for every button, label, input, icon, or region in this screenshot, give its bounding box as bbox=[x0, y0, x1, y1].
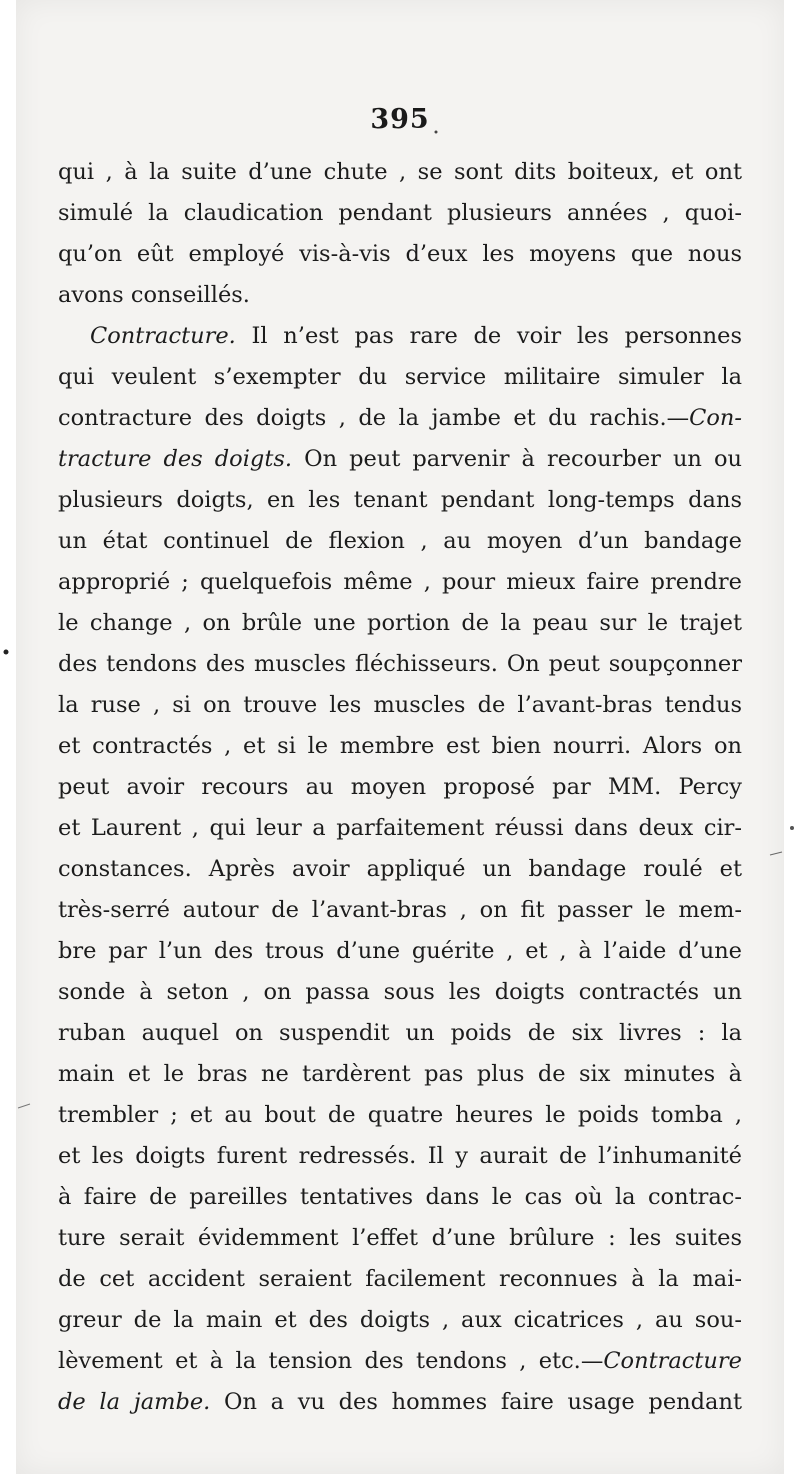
text-line: et contractés , et si le membre est bien nourri. Alors on bbox=[58, 733, 742, 759]
text-line: à faire de pareilles tentatives dans le cas où la contrac- bbox=[58, 1184, 742, 1210]
text-line: sonde à seton , on passa sous les doigts contractés un bbox=[58, 979, 742, 1005]
italic-term: tracture des doigts. bbox=[58, 446, 293, 472]
text-line: constances. Après avoir appliqué un bandage roulé et bbox=[58, 856, 742, 882]
text-line: le change , on brûle une portion de la peau sur le trajet bbox=[58, 610, 742, 636]
text-line bbox=[58, 1382, 742, 1423]
text-line bbox=[58, 439, 742, 480]
text-line: ture serait évidemment l’effet d’une brûlure : les suites bbox=[58, 1225, 742, 1251]
text-span: Il n’est pas rare de voir les personnes bbox=[235, 323, 742, 349]
text-line: main et le bras ne tardèrent pas plus de six minutes à bbox=[58, 1061, 742, 1087]
text-line bbox=[58, 1341, 742, 1382]
text-line: la ruse , si on trouve les muscles de l’avant-bras tendus bbox=[58, 692, 742, 718]
italic-term: Contracture bbox=[603, 1348, 742, 1374]
text-line: et les doigts furent redressés. Il y aurait de l’inhumanité bbox=[58, 1143, 742, 1169]
text-line bbox=[58, 398, 742, 439]
text-line: qui veulent s’exempter du service militaire simuler la bbox=[58, 364, 742, 390]
italic-term: Contracture. bbox=[90, 323, 236, 349]
italic-term: Con- bbox=[689, 405, 742, 431]
text-line: approprié ; quelquefois même , pour mieux faire prendre bbox=[58, 569, 742, 595]
text-line: simulé la claudication pendant plusieurs années , quoi- bbox=[58, 200, 742, 226]
text-line: bre par l’un des trous d’une guérite , et , à l’aide d’une bbox=[58, 938, 742, 964]
text-span: contracture des doigts , de la jambe et du rachis.— bbox=[58, 405, 690, 431]
text-line: avons conseillés. bbox=[58, 282, 250, 308]
text-line bbox=[58, 316, 742, 357]
text-line: qui , à la suite d’une chute , se sont dits boiteux, et ont bbox=[58, 159, 742, 185]
text-line: ruban auquel on suspendit un poids de six livres : la bbox=[58, 1020, 742, 1046]
page-margin bbox=[784, 0, 800, 1474]
text-line: un état continuel de flexion , au moyen d’un bandage bbox=[58, 528, 742, 554]
italic-term: de la jambe. bbox=[58, 1389, 211, 1415]
text-line: qu’on eût employé vis-à-vis d’eux les moyens que nous bbox=[58, 241, 742, 267]
text-line: greur de la main et des doigts , aux cicatrices , au sou- bbox=[58, 1307, 742, 1333]
text-span: On peut parvenir à recourber un ou bbox=[292, 446, 742, 472]
text-line: peut avoir recours au moyen proposé par MM. Percy bbox=[58, 774, 742, 800]
text-line: des tendons des muscles fléchisseurs. On peut soupçonner bbox=[58, 651, 742, 677]
page-number: 395 bbox=[370, 104, 430, 135]
text-span: On a vu des hommes faire usage pendant bbox=[210, 1389, 742, 1415]
text-line: trembler ; et au bout de quatre heures le poids tomba , bbox=[58, 1102, 742, 1128]
text-line: de cet accident seraient facilement reconnues à la mai- bbox=[58, 1266, 742, 1292]
text-line: très-serré autour de l’avant-bras , on fit passer le mem- bbox=[58, 897, 742, 923]
text-span: lèvement et à la tension des tendons , etc.— bbox=[58, 1348, 604, 1374]
body-text bbox=[58, 152, 742, 1423]
text-line: plusieurs doigts, en les tenant pendant long-temps dans bbox=[58, 487, 742, 513]
text-line: et Laurent , qui leur a parfaitement réussi dans deux cir- bbox=[58, 815, 742, 841]
